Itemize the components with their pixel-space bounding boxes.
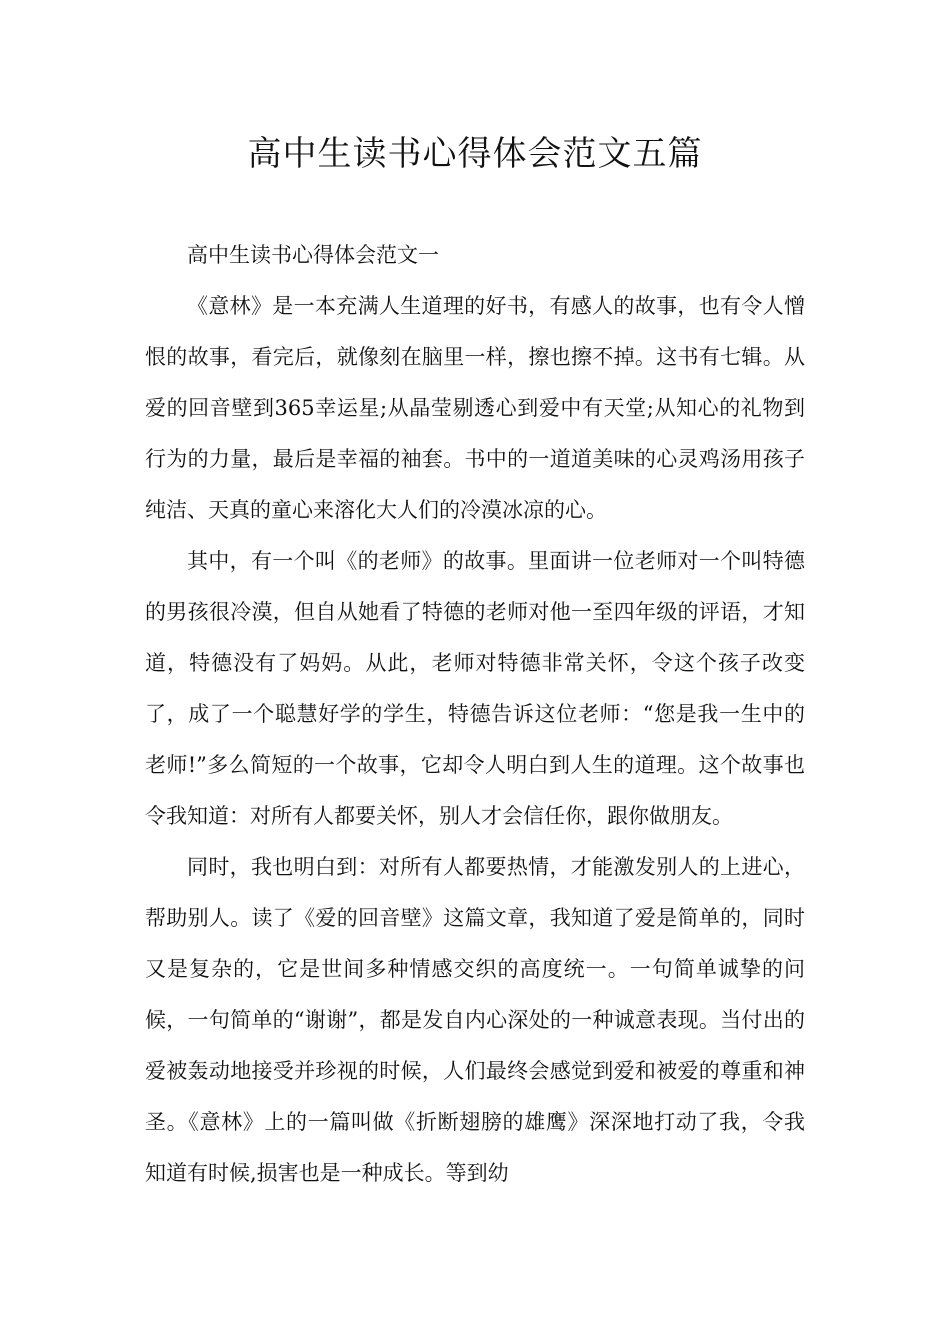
document-body bbox=[145, 230, 805, 1199]
document-title: 高中生读书心得体会范文五篇 bbox=[247, 134, 703, 174]
paragraph: 其中，有一个叫《的老师》的故事。里面讲一位老师对一个叫特德的男孩很冷漠，但自从她看了特德的老师对他一至四年级的评语，才知道，特德没有了妈妈。从此，老师对特德非常关怀，令这个孩子改变了，成了一个聪慧好学的学生，特德告诉这位老师：“您是我一生中的老师!”多么简短的一个故事，它却令人明白到人生的道理。这个故事也令我知道：对所有人都要关怀，别人才会信任你，跟你做朋友。 bbox=[145, 549, 805, 828]
paragraph: 同时，我也明白到：对所有人都要热情，才能激发别人的上进心，帮助别人。读了《爱的回音壁》这篇文章，我知道了爱是简单的，同时又是复杂的，它是世间多种情感交织的高度统一。一句简单诚挚的问候，一句简单的“谢谢”，都是发自内心深处的一种诚意表现。当付出的爱被轰动地接受并珍视的时候，人们最终会感觉到爱和被爱的尊重和神圣。《意林》上的一篇叫做《折断翅膀的雄鹰》深深地打动了我，令我知道有时候,损害也是一种成长。等到幼 bbox=[145, 855, 805, 1185]
paragraph: 《意林》是一本充满人生道理的好书，有感人的故事，也有令人憎恨的故事，看完后，就像刻在脑里一样，擦也擦不掉。这书有七辑。从爱的回音壁到365幸运星;从晶莹剔透心到爱中有天堂;从知心的礼物到行为的力量，最后是幸福的袖套。书中的一道道美味的心灵鸡汤用孩子纯洁、天真的童心来溶化大人们的冷漠冰凉的心。 bbox=[145, 294, 805, 522]
section-heading: 高中生读书心得体会范文一 bbox=[187, 243, 439, 267]
